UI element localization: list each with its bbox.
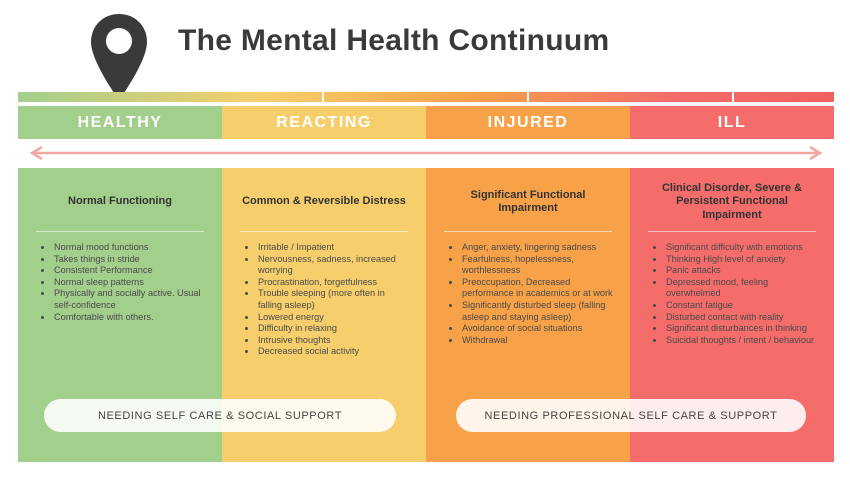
list-item: Comfortable with others. [54, 312, 206, 324]
stage-headers [18, 106, 834, 139]
location-pin-icon [88, 12, 150, 102]
support-pill-self-care: NEEDING SELF CARE & SOCIAL SUPPORT [44, 399, 396, 432]
list-item: Disturbed contact with reality [666, 312, 818, 324]
list-item: Decreased social activity [258, 346, 410, 358]
continuum-gradient-bar [18, 92, 834, 102]
list-item: Significant difficulty with emotions [666, 242, 818, 254]
stage-header-injured: INJURED [426, 106, 630, 139]
list-item: Intrusive thoughts [258, 335, 410, 347]
list-item: Constant fatigue [666, 300, 818, 312]
list-item: Irritable / Impatient [258, 242, 410, 254]
column-heading: Normal Functioning [68, 195, 172, 208]
list-item: Withdrawal [462, 335, 614, 347]
column-heading: Clinical Disorder, Severe & Persistent Functional Impairment [661, 181, 802, 221]
bar-divider [527, 92, 529, 102]
column-heading: Significant Functional Impairment [470, 188, 586, 214]
list-item: Depressed mood, feeling overwhelmed [666, 277, 818, 300]
list-item: Significantly disturbed sleep (falling asleep and staying asleep) [462, 300, 614, 323]
divider [240, 231, 408, 232]
stage-header-reacting: REACTING [222, 106, 426, 139]
stage-header-healthy: HEALTHY [18, 106, 222, 139]
bar-divider [322, 92, 324, 102]
list-item: Anger, anxiety, lingering sadness [462, 242, 614, 254]
list-item: Lowered energy [258, 312, 410, 324]
column-heading: Common & Reversible Distress [242, 195, 406, 208]
list-item: Takes things in stride [54, 254, 206, 266]
symptom-list [34, 242, 206, 323]
list-item: Trouble sleeping (more often in falling asleep) [258, 288, 410, 311]
symptom-list [238, 242, 410, 358]
list-item: Significant disturbances in thinking [666, 323, 818, 335]
list-item: Difficulty in relaxing [258, 323, 410, 335]
divider [648, 231, 816, 232]
list-item: Fearfulness, hopelessness, worthlessness [462, 254, 614, 277]
symptom-list [442, 242, 614, 346]
list-item: Normal mood functions [54, 242, 206, 254]
double-headed-arrow-icon [28, 146, 824, 160]
list-item: Normal sleep patterns [54, 277, 206, 289]
stage-header-ill: ILL [630, 106, 834, 139]
support-pill-professional: NEEDING PROFESSIONAL SELF CARE & SUPPORT [456, 399, 806, 432]
list-item: Thinking High level of anxiety [666, 254, 818, 266]
symptom-list [646, 242, 818, 346]
list-item: Avoidance of social situations [462, 323, 614, 335]
list-item: Procrastination, forgetfulness [258, 277, 410, 289]
list-item: Preoccupation, Decreased performance in academics or at work [462, 276, 613, 299]
divider [36, 231, 204, 232]
page-title: The Mental Health Continuum [178, 24, 610, 57]
list-item: Physically and socially active. Usual self-confidence [54, 288, 206, 311]
list-item: Nervousness, sadness, increased worrying [258, 254, 410, 277]
divider [444, 231, 612, 232]
list-item: Consistent Performance [54, 265, 206, 277]
list-item: Panic attacks [666, 265, 818, 277]
list-item: Suicidal thoughts / intent / behaviour [666, 335, 818, 347]
bar-divider [732, 92, 734, 102]
